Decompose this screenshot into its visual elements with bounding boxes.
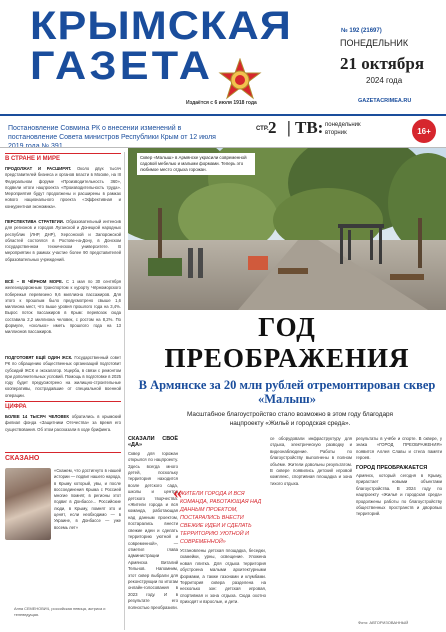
rubric-said: СКАЗАНО <box>5 455 40 462</box>
weekday: ПОНЕДЕЛЬНИК <box>340 38 409 48</box>
news-item-head: ПОДГОТОВЯТ ЕЩЁ ОДИН ЖСК. <box>5 355 73 360</box>
singer-portrait <box>5 468 51 540</box>
number-text: обратились в крымский филиал фонда «Защитники Отечества» за время его существования. Об этом рассказали в ходе брифинга. <box>5 414 121 432</box>
number-head: БОЛЕЕ 14 ТЫСЯЧ ЧЕЛОВЕК <box>5 414 69 419</box>
column-text: Сквер для горожан открылся по нацпроекту. Здесь всегда много детей, поскольку территория находится возле детского сада, школы и центра детского творчества. «Жители города и вся команда, работающая над данным проектом, постарались внести свежие идеи и сделать территорию уютной и современной», — отметил глава администрации Армянска Виталий Тельнов. Напомним, этот сквер выбрали для реконструкции по итогам онлайн-голосования в 2023 году. И в результате его полностью преобразили. <box>128 450 178 610</box>
rubric-rule <box>5 401 121 402</box>
news-item[interactable] <box>5 279 121 336</box>
quote-text: «Скажем, что достигнуто в нашей истории — подвиг нашего народа, в Крыму который, увы, и после воссоединения Крыма с Россией многие помнят, в регионы этот подвиг в Донбассе... Российские люди, в Крыму, помнят это и ценят, если необходимо — в Украине, в Донбассе — уже восемь лет» <box>54 468 121 530</box>
founded-note: Издаётся с 6 июля 1918 года <box>186 100 257 106</box>
headline-line2: ПРЕОБРАЖЕНИЯ <box>164 343 410 373</box>
news-item-text: Образовательный интенсив для регионов и городов Луганской и Донецкой народных республик (ЛНР, ДНР), Херсонской и Запорожской областей состоялся в Ростове-на-Дону, в Донском государственном техническом университете. В мероприятии в рамках участие более 90 представителей образовательных учреждений. <box>5 219 121 262</box>
article-lead: Масштабное благоустройство стало возможно в этом году благодаря нацпроекту «Жильё и городская среда». <box>187 411 393 427</box>
issue-year: 2024 года <box>366 76 403 85</box>
column-text: Армянск, который сегодня в Крыму, прирастает новыми объектами благоустройства. В 2024 году по нацпроекту «Жильё и городская среда» продолжены работы по благоустройству общественных пространств и дворовых территорий. <box>356 473 442 517</box>
rubric-in-country: В СТРАНЕ И МИРЕ <box>5 156 60 162</box>
number-item[interactable] <box>5 414 121 433</box>
masthead-divider <box>0 114 446 116</box>
column-subhead: СКАЗАЛИ СВОЁ «ДА» <box>128 436 178 449</box>
age-rating-badge: 16+ <box>412 119 436 143</box>
column-text: результаты в учёбе и спорте. В сквере, у знака «ГОРОД ПРЕОБРАЖЕНИЯ» появится Аллея Славы и стела памяти героев. <box>356 436 442 461</box>
news-item-text: С 1 мая по 30 сентября железнодорожным транспортом к курорту Чёрноморского побережья перевезено 9,6 миллиона пассажиров. Для этого к прошлым было предусмотрено свыше 1,6 миллиона мест, что выше уровня прошлого года на 3,4%. Вырос поток пассажиров в Крым: перевозок сюда составила 2,2 миллиона человек, с ростом на 8,2%. По формуле, «сколько» иметь прошлого года на 13 миллионов пассажиров. <box>5 279 121 335</box>
article-subhead: В Армянске за 20 млн рублей отремонтирован сквер «Малыш» <box>138 378 436 406</box>
issue-number: № 192 (21697) <box>341 28 382 34</box>
article-column-3: се оборудовали инфраструктуру для отдыха, электрическую разводку и видеонаблюдение. Работы по благоустройству выполнены в полном объёме. Жители довольны результатом. В сквере появились детский игровой комплекс, спортивная площадка и зона тихого отдыха. <box>270 436 352 486</box>
article-column-1 <box>128 436 178 611</box>
news-item-head: ПЕРСПЕКТИВА СТРАТЕГИИ. <box>5 219 64 224</box>
news-item[interactable] <box>5 166 121 210</box>
rubric-rule <box>5 153 121 154</box>
photo-credit: Фото: АВТОРИЗОВАННЫЙ <box>358 620 409 625</box>
page-label: СТР. <box>256 126 269 132</box>
newspaper-title-line1: КРЫМСКАЯ <box>30 4 292 48</box>
page-number: 2 <box>268 118 277 137</box>
photo-caption: Сквер «Малыш» в Армянске украсили современной садовой мебелью и малыми формами. Теперь это любимое место отдыха горожан. <box>137 153 255 175</box>
article-column-2: Установлены детская площадка, беседки, скамейки, урны, освещение. Уложена новая плитка. Для отдыха территория обустроена малыми архитектурными формами, а также газонами и клумбами. Территория сквера разделена на несколько зон: детская игровая, спортивная и зона отдыха. Сюда охотно приходят и взрослые, и дети. <box>180 548 266 605</box>
news-item-text: Государственный совет РК по обращению общественных организаций подготовит субсидий ЖСК и экскалатор. Ущерба, в связи с ремонтом при дополнительных условий. Помощь в подготовке в 2025 году будет предусмотрено на жилищно-строительные кооперативы, пострадавшие от специальной военной операции. <box>5 355 121 398</box>
tv-days: понедельник вторник <box>325 122 361 136</box>
issue-date: 21 октября <box>340 54 425 73</box>
article-column-4 <box>356 436 442 518</box>
pull-quote: ЖИТЕЛИ ГОРОДА И ВСЯ КОМАНДА, РАБОТАЮЩАЯ НАД ДАННЫМ ПРОЕКТОМ, ПОСТАРАЛИСЬ ВНЕСТИ СВЕЖИЕ ИДЕИ И СДЕЛАТЬ ТЕРРИТОРИЮ УЮТНОЙ И СОВРЕМЕННОЙ» <box>180 491 262 545</box>
website-link[interactable]: GAZETACRIMEA.RU <box>358 98 412 104</box>
headline-line1: ГОД <box>258 312 316 342</box>
quote-mark-icon: « <box>173 482 182 502</box>
news-item[interactable] <box>5 355 121 399</box>
quote-credit: Анна СЕМЕНОВИЧ, российская певица, актриса и телеведущая. <box>14 606 106 617</box>
news-item-head: ПРОДОЛЖАТ И РАСШИРЯТ. <box>5 166 72 171</box>
news-item[interactable] <box>5 219 121 263</box>
newspaper-title-line2: ГАЗЕТА <box>30 44 214 88</box>
rubric-number: ЦИФРА <box>5 404 27 410</box>
news-item-text: Около двух тысяч представителей бизнеса и органов власти в Москве, на III Федеральном форуме «Производительность 360», подвели итоги нацпроекта «Производительность труда». Мероприятия будут продолжены и расширены в рамках нового национального проекта «Эффективная и конкурентная экономика». <box>5 166 121 209</box>
rubric-rule <box>5 452 121 453</box>
order-emblem-icon <box>218 58 262 102</box>
promo-announcement[interactable]: Постановление Совмина РК о внесении изменений в постановление Совета министров Республики Крым от 12 июля <box>8 125 216 141</box>
news-item-head: ВСЁ – В ЧЁРНОМ МОРЕ. <box>5 279 63 284</box>
column-separator <box>124 152 125 630</box>
column-subhead: ГОРОД ПРЕОБРАЖАЕТСЯ <box>356 464 428 471</box>
tv-label: | ТВ: <box>287 118 324 137</box>
